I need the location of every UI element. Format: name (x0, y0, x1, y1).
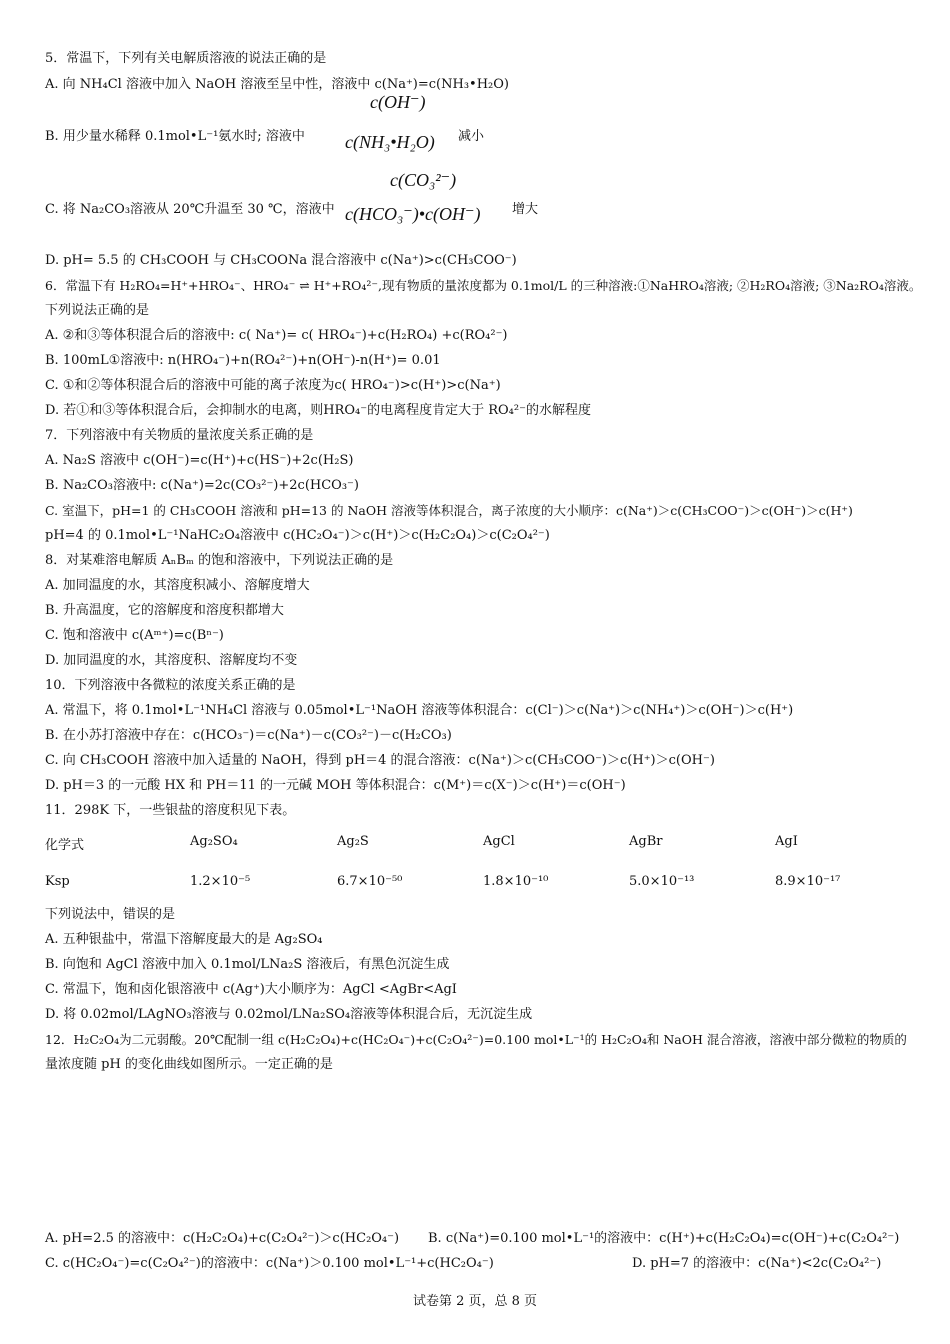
q5-c-tail: 增大 (512, 202, 539, 217)
table-header-cell: AgI (775, 834, 798, 849)
table-header-cell: Ag₂S (337, 834, 369, 849)
table-header-cell: Ag₂SO₄ (190, 834, 238, 849)
q6-stem-1: 6．常温下有 H₂RO₄=H⁺+HRO₄⁻、HRO₄⁻ ⇌ H⁺+RO₄²⁻,现有物质的量浓度都为 0.1mol/L 的三种溶液:①NaHRO₄溶液; ②H₂RO₄溶液; ③Na₂RO₄溶液。 (45, 278, 922, 293)
q8-option-a: A. 加同温度的水，其溶度积减小、溶解度增大 (45, 578, 310, 593)
q5-stem: 5．常温下，下列有关电解质溶液的说法正确的是 (45, 51, 327, 66)
q12-option-d: D. pH=7 的溶液中：c(Na⁺)<2c(C₂O₄²⁻) (632, 1256, 882, 1271)
table-cell: 8.9×10⁻¹⁷ (775, 874, 841, 889)
q5-c-denominator: c(HCO₃⁻)•c(OH⁻) (345, 204, 481, 224)
q5-option-b: B. 用少量水稀释 0.1mol•L⁻¹氨水时; 溶液中 (45, 129, 305, 144)
q8-option-d: D. 加同温度的水，其溶度积、溶解度均不变 (45, 653, 298, 668)
q6-option-d: D. 若①和③等体积混合后，会抑制水的电离，则HRO₄⁻的电离程度肯定大于 RO₄²⁻的水解程度 (45, 403, 591, 418)
q7-stem: 7．下列溶液中有关物质的量浓度关系正确的是 (45, 428, 314, 443)
q12-option-a: A. pH=2.5 的溶液中：c(H₂C₂O₄)+c(C₂O₄²⁻)＞c(HC₂O₄⁻) (45, 1231, 400, 1246)
table-header-cell: AgBr (629, 834, 663, 849)
table-cell: 5.0×10⁻¹³ (629, 874, 695, 889)
q11-option-a: A. 五种银盐中，常温下溶解度最大的是 Ag₂SO₄ (45, 932, 323, 947)
q6-option-b: B. 100mL①溶液中: n(HRO₄⁻)+n(RO₄²⁻)+n(OH⁻)-n(H⁺)= 0.01 (45, 353, 441, 368)
q11-ask: 下列说法中，错误的是 (45, 907, 176, 922)
q6-stem-2: 下列说法正确的是 (45, 303, 150, 318)
q10-stem: 10．下列溶液中各微粒的浓度关系正确的是 (45, 678, 296, 693)
q7-option-b: B. Na₂CO₃溶液中: c(Na⁺)=2c(CO₃²⁻)+2c(HCO₃⁻) (45, 478, 359, 493)
q12-stem-2: 量浓度随 pH 的变化曲线如图所示。一定正确的是 (45, 1057, 333, 1072)
table-cell: 1.8×10⁻¹⁰ (483, 874, 549, 889)
q5-b-denominator: c(NH₃•H₂O) (345, 132, 435, 152)
q12-option-b: B. c(Na⁺)=0.100 mol•L⁻¹的溶液中：c(H⁺)+c(H₂C₂O₄)=c(OH⁻)+c(C₂O₄²⁻) (428, 1231, 900, 1246)
q12-option-c: C. c(HC₂O₄⁻)=c(C₂O₄²⁻)的溶液中：c(Na⁺)＞0.100 mol•L⁻¹+c(HC₂O₄⁻) (45, 1256, 494, 1271)
table-header-cell: 化学式 (45, 838, 85, 853)
q6-option-a: A. ②和③等体积混合后的溶液中: c( Na⁺)= c( HRO₄⁻)+c(H₂RO₄) +c(RO₄²⁻) (45, 328, 508, 343)
q6-option-c: C. ①和②等体积混合后的溶液中可能的离子浓度为c( HRO₄⁻)>c(H⁺)>c(Na⁺) (45, 378, 501, 393)
page-footer: 试卷第 2 页，总 8 页 (412, 1294, 538, 1309)
table-cell: Ksp (45, 874, 70, 889)
q11-stem: 11．298K 下，一些银盐的溶度积见下表。 (45, 803, 296, 818)
q11-option-c: C. 常温下，饱和卤化银溶液中 c(Ag⁺)大小顺序为：AgCl <AgBr<AgI (45, 982, 457, 997)
q8-stem: 8．对某难溶电解质 AₙBₘ 的饱和溶液中，下列说法正确的是 (45, 553, 394, 568)
table-cell: 6.7×10⁻⁵⁰ (337, 874, 403, 889)
table-cell: 1.2×10⁻⁵ (190, 874, 251, 889)
q7-option-c: C. 室温下，pH=1 的 CH₃COOH 溶液和 pH=13 的 NaOH 溶液等体积混合，离子浓度的大小顺序：c(Na⁺)＞c(CH₃COO⁻)＞c(OH⁻)＞c(H⁺) (45, 503, 853, 518)
q5-option-a: A. 向 NH₄Cl 溶液中加入 NaOH 溶液至呈中性，溶液中 c(Na⁺)=c(NH₃•H₂O) (45, 77, 509, 92)
q10-option-b: B. 在小苏打溶液中存在：c(HCO₃⁻)＝c(Na⁺)－c(CO₃²⁻)－c(H₂CO₃) (45, 728, 452, 743)
q10-option-c: C. 向 CH₃COOH 溶液中加入适量的 NaOH，得到 pH＝4 的混合溶液：c(Na⁺)＞c(CH₃COO⁻)＞c(H⁺)＞c(OH⁻) (45, 753, 715, 768)
q8-option-c: C. 饱和溶液中 c(Aᵐ⁺)=c(Bⁿ⁻) (45, 628, 224, 643)
q12-stem-1: 12．H₂C₂O₄为二元弱酸。20℃配制一组 c(H₂C₂O₄)+c(HC₂O₄⁻)+c(C₂O₄²⁻)=0.100 mol•L⁻¹的 H₂C₂O₄和 NaOH 混合溶液，溶液中部分微粒的物质的 (45, 1032, 907, 1047)
q5-b-numerator: c(OH⁻) (370, 92, 426, 112)
q8-option-b: B. 升高温度，它的溶解度和溶度积都增大 (45, 603, 284, 618)
q5-b-tail: 减小 (458, 129, 485, 144)
q5-option-d: D. pH= 5.5 的 CH₃COOH 与 CH₃COONa 混合溶液中 c(Na⁺)>c(CH₃COO⁻) (45, 253, 517, 268)
q5-c-numerator: c(CO₃²⁻) (390, 170, 457, 190)
table-header-cell: AgCl (483, 834, 515, 849)
q10-option-a: A. 常温下，将 0.1mol•L⁻¹NH₄Cl 溶液与 0.05mol•L⁻¹NaOH 溶液等体积混合：c(Cl⁻)＞c(Na⁺)＞c(NH₄⁺)＞c(OH⁻)＞c(H⁺) (45, 703, 794, 718)
q7-option-a: A. Na₂S 溶液中 c(OH⁻)=c(H⁺)+c(HS⁻)+2c(H₂S) (45, 453, 354, 468)
q7-option-d: pH=4 的 0.1mol•L⁻¹NaHC₂O₄溶液中 c(HC₂O₄⁻)＞c(H⁺)＞c(H₂C₂O₄)＞c(C₂O₄²⁻) (45, 528, 550, 543)
q5-option-c: C. 将 Na₂CO₃溶液从 20℃升温至 30 ℃，溶液中 (45, 202, 335, 217)
q11-option-b: B. 向饱和 AgCl 溶液中加入 0.1mol/LNa₂S 溶液后，有黑色沉淀生成 (45, 957, 450, 972)
q11-option-d: D. 将 0.02mol/LAgNO₃溶液与 0.02mol/LNa₂SO₄溶液等体积混合后，无沉淀生成 (45, 1007, 533, 1022)
q10-option-d: D. pH＝3 的一元酸 HX 和 PH＝11 的一元碱 MOH 等体积混合：c(M⁺)＝c(X⁻)＞c(H⁺)＝c(OH⁻) (45, 778, 626, 793)
